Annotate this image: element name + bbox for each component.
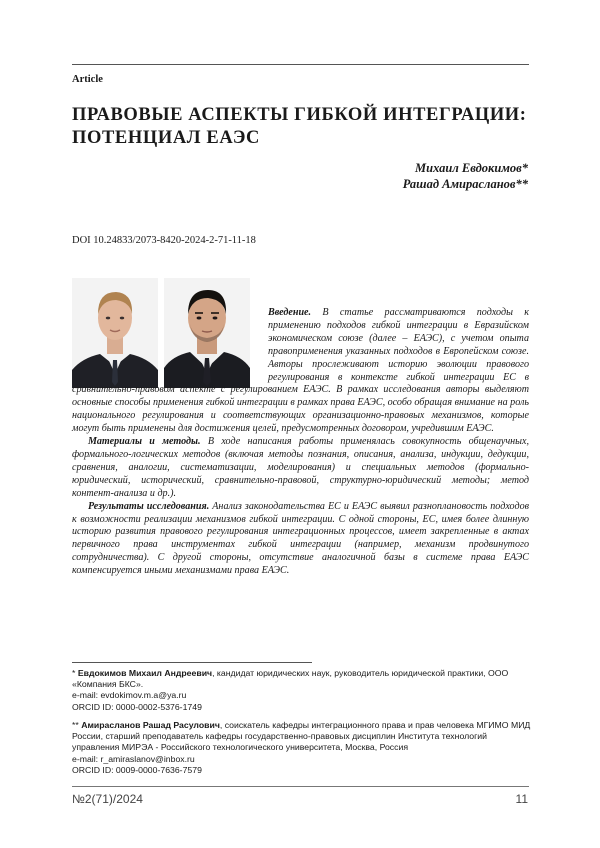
author-list bbox=[403, 160, 528, 192]
introduction-label: Введение. bbox=[268, 307, 312, 318]
footnote-1 bbox=[72, 668, 532, 713]
issue-number: №2(71)/2024 bbox=[72, 792, 143, 806]
results-text: Анализ законодательства ЕС и ЕАЭС выявил разноплановость подходов к возможности реализации механизмов гибкой интеграции. С одной стороны, ЕС, имея более длинную историю развития правового регулирования интеграционных процессов, имеет закрепленные в актах первичного права инструментах гибкой интеграции (например, механизм продвинутого сотрудничества). С другой стороны, отсутствие аналогичной базы в системе права ЕАЭС компенсируется иными механизмами права ЕАЭС. bbox=[72, 500, 530, 577]
footnote-1-affiliation bbox=[72, 668, 532, 690]
author-1: Михаил Евдокимов* bbox=[415, 161, 528, 175]
footnote-1-email[interactable]: e-mail: evdokimov.m.a@ya.ru bbox=[72, 690, 187, 701]
footnote-2-description: , соискатель кафедры интеграционного права и прав человека МГИМО МИД России, старший преподаватель кафедры государственно-правовых дисциплин Института технологий управления МИРЭА - Российского технологического университета, Москва, Россия bbox=[72, 720, 531, 753]
header-rule bbox=[72, 64, 529, 65]
article-title bbox=[72, 104, 532, 150]
footnote-1-orcid: ORCID ID: 0000-0002-5376-1749 bbox=[72, 701, 202, 712]
abstract-methods bbox=[72, 436, 529, 501]
footnote-2-orcid: ORCID ID: 0009-0000-7636-7579 bbox=[72, 764, 202, 775]
footnote-2-name: Амирасланов Рашад Расулович bbox=[81, 720, 220, 730]
footnote-1-marker: * bbox=[72, 668, 76, 678]
footnote-1-name: Евдокимов Михаил Андреевич bbox=[77, 668, 213, 678]
footnote-2-marker: ** bbox=[72, 720, 79, 730]
title-line-2: ПОТЕНЦИАЛ ЕАЭС bbox=[72, 128, 260, 148]
footnote-1-description: , кандидат юридических наук, руководитель юридической практики, ООО «Компания БКС». bbox=[72, 668, 509, 690]
footnote-2-affiliation bbox=[72, 720, 532, 754]
footnote-2 bbox=[72, 720, 532, 776]
footnote-rule bbox=[72, 662, 312, 663]
methods-label: Материалы и методы. bbox=[88, 436, 201, 448]
doi: DOI 10.24833/2073-8420-2024-2-71-11-18 bbox=[72, 235, 256, 246]
title-line-1: ПРАВОВЫЕ АСПЕКТЫ ГИБКОЙ ИНТЕГРАЦИИ: bbox=[72, 105, 527, 125]
author-2: Рашад Амирасланов** bbox=[402, 177, 528, 191]
section-label: Article bbox=[72, 74, 103, 85]
results-label: Результаты исследования. bbox=[88, 500, 210, 512]
abstract-results bbox=[72, 501, 529, 578]
page-number: 11 bbox=[515, 792, 528, 806]
footer-rule bbox=[72, 786, 529, 787]
footnote-2-email[interactable]: e-mail: r_amiraslanov@inbox.ru bbox=[72, 753, 195, 764]
photo-float-spacer bbox=[72, 307, 268, 384]
methods-text: В ходе написания работы применялась совокупность общенаучных, формального-логических методов (включая методы познания, описания, анализа, индукции, дедукции, сравнения, аналогии, систематизации, моделирования) и специальных методов (формально-юридический, исторический, сравнительно-правовой, структурно-юридический методы; метод контент-анализа и др.). bbox=[72, 436, 530, 499]
introduction-text: В статье рассматриваются подходы к применению подходов гибкой интеграции в Евразийском экономическом союзе (далее – ЕАЭС), с учетом опыта правоприменения указанных подходов в Европейском союзе. Авторы прослеживают историю эволюции правового регулирования в контексте гибкой интеграции ЕС в сравнительно-правовом аспекте с регулированием ЕАЭС. В рамках исследования авторы выделяют основные способы применения гибкой интеграции в рамках права ЕАЭС, особо обращая внимание на роль национального регулирования и соответствующих организационно-правовых механизмов, которые могут быть применены для достижения целей, предусмотренных договором, учредившим ЕАЭС. bbox=[72, 307, 529, 435]
abstract bbox=[72, 307, 529, 578]
